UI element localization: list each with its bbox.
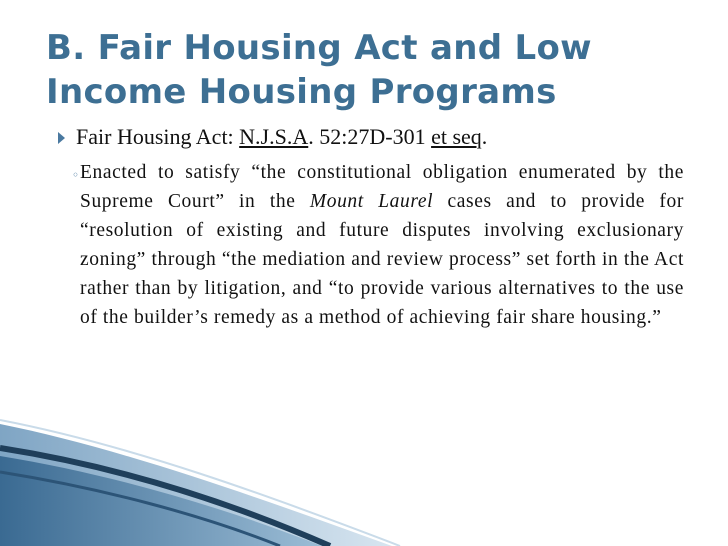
bullet-citation: . 52:27D-301 <box>308 124 432 149</box>
slide-title-line-1: B. Fair Housing Act and Low <box>46 28 592 68</box>
njsa-link-text: N.J.S.A <box>239 124 309 149</box>
mount-laurel-italic: Mount Laurel <box>309 191 434 212</box>
bullet-period: . <box>481 124 488 149</box>
slide-title <box>46 26 706 114</box>
sub-bullet-part-1: Enacted to satisfy “the constitutional obligation enumerated by the Supreme Court” in the <box>80 162 684 212</box>
bullet-text <box>76 122 487 152</box>
et-seq-text: et seq <box>431 124 482 149</box>
triangle-bullet-icon <box>58 132 65 144</box>
ring-bullet-icon: ◦ <box>72 168 80 182</box>
slide-title-line-2: Income Housing Programs <box>46 72 557 112</box>
sub-bullet-enacted <box>80 158 684 332</box>
sub-bullet-part-2: cases and to provide for “resolution of existing and future disputes involving exclusionary zoning” through “the mediation and review process” set forth in the Act rather than by litigation, and “to provide various alternatives to the use of the builder’s remedy as a method of achieving fair share housing.” <box>80 191 684 328</box>
bullet-prefix: Fair Housing Act: <box>76 124 240 149</box>
